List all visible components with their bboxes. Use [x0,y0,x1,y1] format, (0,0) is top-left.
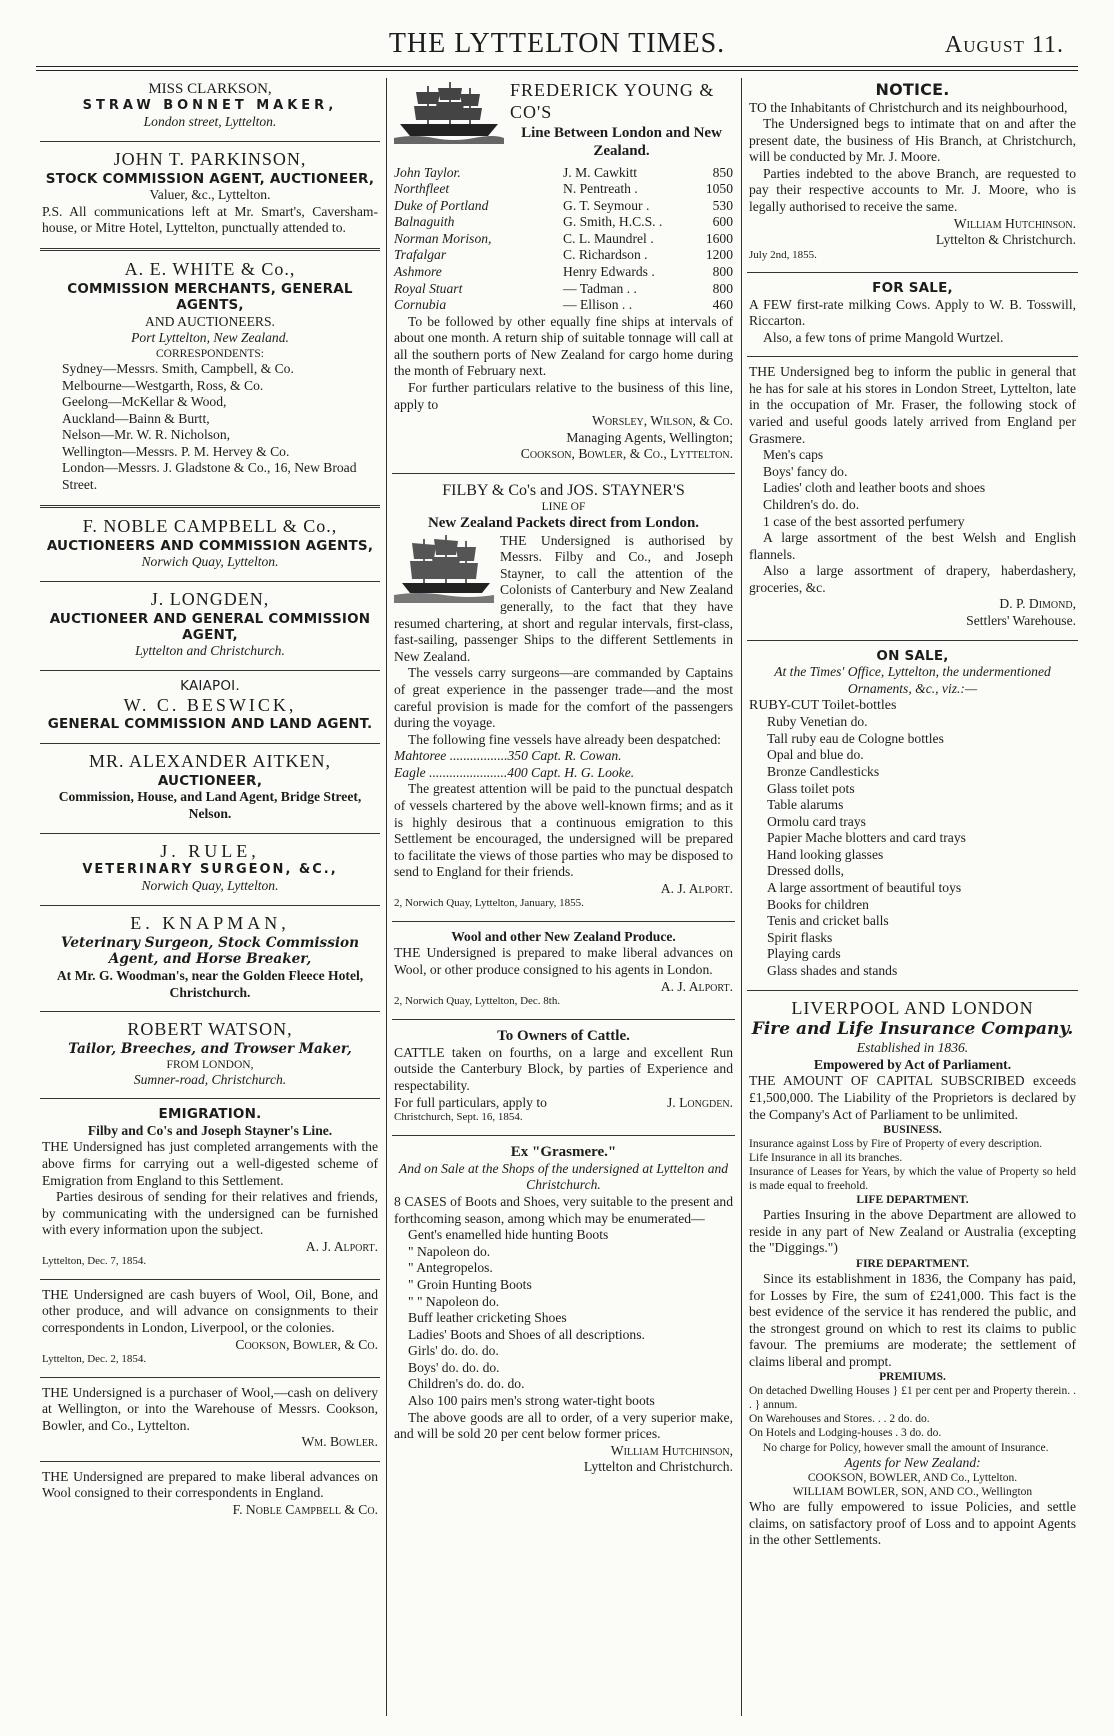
ship-captain: G. T. Seymour . [563,197,650,213]
ad-title: To Owners of Cattle. [497,1027,630,1044]
ad-text: For full particulars, apply to [394,1094,547,1110]
ad-liverpool-london [747,996,1078,1555]
ad-notice [747,78,1078,268]
ad-address: Port Lyttelton, New Zealand. [131,330,289,346]
separator [747,272,1078,273]
separator [40,248,380,251]
ad-trade: GENERAL COMMISSION AND LAND AGENT. [47,716,373,733]
ad-trade: AUCTIONEER, [157,772,263,789]
ad-address: Norwich Quay, Lyttelton. [141,554,279,569]
ad-title: Ex "Grasmere." [510,1143,617,1160]
ad-aitken [40,749,380,829]
ad-description: Commission, House, and Land Agent, Bridge Street, Nelson. [58,789,362,821]
ad-wool-advance [40,1467,380,1525]
ship-name: Royal Stuart [394,280,463,296]
ad-section-heading: PREMIUMS. [879,1371,946,1384]
list-item: Wellington—Messrs. P. M. Hervey & Co. [62,443,290,459]
ad-address: Norwich Quay, Lyttelton. [141,878,279,894]
ad-signature: A. J. Alport. [305,1238,378,1254]
ad-line: Empowered by Act of Parliament. [813,1056,1012,1072]
ad-trade: VETERINARY SURGEON, &C., [82,862,338,878]
ad-text: THE Undersigned are cash buyers of Wool, Oil, Bone, and other produce, and will advance on consignments to their correspondents in London, Liverpool, or the colonies. [42,1286,378,1335]
ad-date: July 2nd, 1855. [749,248,817,261]
list-item: Papier Mache blotters and card trays [767,830,966,846]
ad-title: NOTICE. [875,80,950,99]
ship-row [394,297,733,314]
ad-clarkson [40,78,380,137]
goods-list [394,1227,733,1409]
separator [40,833,380,834]
ad-signature-line: Lyttelton and Christchurch. [583,1459,733,1475]
ad-text: Life Insurance in all its branches. [749,1152,903,1165]
ship-name: Trafalgar [394,247,447,263]
ad-signature: A. J. Alport. [660,880,733,896]
ad-title: FOR SALE, [872,280,953,297]
ad-date: 2, Norwich Quay, Lyttelton, January, 1855. [394,897,584,910]
list-item: Children's do. do. do. [408,1376,525,1392]
ship-tons: 530 [712,197,733,213]
ad-text: THE Undersigned has just completed arrangements with the above firms for carrying out a well-digested scheme of Emigration from England to this Settlement. [42,1139,378,1188]
ad-subheading: CORRESPONDENTS: [156,347,264,360]
ad-text: Who are fully empowered to issue Policies, and settle claims, on satisfactory proof of Loss and to appoint Agents in the other Settlements. [749,1499,1076,1548]
list-item: Also 100 pairs men's strong water-tight boots [408,1392,655,1408]
ad-text: THE Undersigned is prepared to make liberal advances on Wool, or other produce consigned to his agents in London. [394,945,733,978]
list-item: Buff leather cricketing Shoes [408,1310,567,1326]
issue-date: August 11. [944,32,1064,58]
list-item: Opal and blue do. [767,747,864,763]
ad-from: FROM LONDON, [166,1058,254,1071]
ad-address: London street, Lyttelton. [143,114,277,130]
ad-text: No charge for Policy, however small the amount of Insurance. [763,1441,1049,1454]
list-item: Boys' fancy do. [763,463,848,479]
separator [40,581,380,582]
ship-row [394,165,733,182]
list-item: Gent's enamelled hide hunting Boots [408,1227,609,1243]
ad-beswick [40,676,380,739]
list-item: Men's caps [763,447,824,463]
list-item: " Napoleon do. [408,1243,491,1259]
ad-text: The Undersigned begs to intimate that on and after the present date, the business of His Branch, at Christchurch, will be conducted by Mr. J. Moore. [749,116,1076,165]
correspondents-list [42,361,378,494]
list-item: London—Messrs. J. Gladstone & Co., 16, New Broad Street. [62,460,357,492]
ad-dimond [747,362,1078,635]
ad-signature: William Hutchinson. [953,215,1076,231]
ad-signature: Worsley, Wilson, & Co. [591,413,733,429]
ship-tons: 1200 [705,247,733,263]
ad-lead: RUBY-CUT Toilet-bottles [749,698,897,714]
ad-text: On detached Dwelling Houses } £1 per cent per and Property therein. . . } annum. [749,1385,1076,1412]
ad-signature-line: Settlers' Warehouse. [966,613,1076,628]
ad-text: To be followed by other equally fine ships at intervals of about one month. A return ship of suitable tonnage will call at all the southern ports of New Zealand for cargo home during the month of February next. [394,313,733,379]
ad-trade-2: AND AUCTIONEERS. [145,313,275,329]
ad-name: MISS CLARKSON, [148,81,272,97]
ad-trade: AUCTIONEER AND GENERAL COMMISSION AGENT, [49,610,371,643]
ad-text: For further particulars relative to the business of this line, apply to [394,380,733,412]
ad-agent: WILLIAM BOWLER, SON, AND CO., Wellington [792,1486,1033,1499]
ad-title: ON SALE, [876,647,949,664]
ad-parkinson [40,147,380,243]
separator [40,1461,380,1462]
ship-tons: 850 [712,164,733,180]
ad-signature: D. P. Dimond, [999,596,1076,612]
ship-captain: N. Pentreath . [563,181,638,197]
ship-captain: C. L. Maundrel . [563,230,654,246]
ship-list [394,165,733,314]
ship-captain: — Ellison . . [563,297,633,313]
ad-name: Fire and Life Insurance Company. [751,1019,1074,1040]
ship-row [394,181,733,198]
ship-tons: 800 [712,263,733,279]
list-item: Hand looking glasses [767,846,884,862]
list-item: " Antegropelos. [408,1260,493,1276]
ship-name: Duke of Portland [394,197,489,213]
ad-agent: COOKSON, BOWLER, AND Co., Lyttelton. [807,1472,1018,1485]
vessel-line: Eagle .......................400 Capt. H. G. Looke. [394,764,635,780]
list-item: Ormolu card trays [767,813,866,829]
ship-name: Cornubia [394,297,447,313]
ad-produce [392,927,735,1015]
separator [40,905,380,906]
ship-name: Norman Morison, [394,230,492,246]
ad-text: On Warehouses and Stores. . . 2 do. do. [749,1413,930,1426]
ad-trade: Veterinary Surgeon, Stock Commission Agent, and Horse Breaker, [61,934,359,968]
ship-tons: 460 [712,297,733,313]
ad-emigration [40,1104,380,1275]
ad-date: Lyttelton, Dec. 2, 1854. [42,1353,147,1366]
ad-text: Insurance of Leases for Years, by which the value of Property so held is made equal to freehold. [749,1166,1076,1193]
ad-name: JOHN T. PARKINSON, [113,148,307,169]
separator [40,1098,380,1099]
ad-on-sale [747,646,1078,986]
column-3 [747,78,1078,1726]
ad-signature-line: Lyttelton & Christchurch. [935,232,1076,248]
vessel-line: Mahtoree .................350 Capt. R. Cowan. [394,748,622,764]
ad-name: A. E. WHITE & Co., [124,258,296,279]
ad-address: Lyttelton and Christchurch. [135,643,285,659]
ad-text: CATTLE taken on fourths, on a large and excellent Run outside the Canterbury Block, by parties of Experience and respectability. [394,1044,733,1094]
list-item: " Groin Hunting Boots [408,1276,532,1292]
ship-captain: J. M. Cawkitt [563,164,638,180]
ad-name: F. NOBLE CAMPBELL & Co., [82,515,338,536]
ad-text: The above goods are all to order, of a very superior make, and will be sold 20 per cent below former prices. [394,1409,733,1442]
ad-text: Insurance against Loss by Fire of Property of every description. [749,1138,1043,1151]
ship-row [394,281,733,298]
list-item: Spirit flasks [767,929,833,945]
list-item: Ruby Venetian do. [767,714,868,730]
ad-name: E. KNAPMAN, [130,912,290,933]
goods-list [749,447,1076,530]
ad-grasmere [392,1141,735,1482]
ad-trade: COMMISSION MERCHANTS, GENERAL AGENTS, [67,280,353,314]
ad-section-heading: LIFE DEPARTMENT. [856,1194,969,1207]
list-item: Nelson—Mr. W. R. Nicholson, [62,427,231,443]
ad-subtitle: At the Times' Office, Lyttelton, the undermentioned Ornaments, &c., viz.:— [774,664,1051,696]
separator [392,1135,735,1136]
ad-subtitle: New Zealand Packets direct from London. [427,515,700,532]
ad-subtitle: Filby and Co's and Joseph Stayner's Line. [87,1122,333,1138]
ship-captain: C. Richardson . [563,247,648,263]
list-item: Books for children [767,896,869,912]
ship-tons: 600 [712,214,733,230]
separator [747,640,1078,641]
newspaper-title: THE LYTTELTON TIMES. [388,28,726,59]
ad-noble [40,514,380,577]
ad-name: W. C. BESWICK, [123,694,297,715]
list-item: Table alarums [767,797,844,813]
ad-date: Lyttelton, Dec. 7, 1854. [42,1255,147,1268]
ad-signature: F. Noble Campbell & Co. [232,1501,378,1517]
ad-knapman [40,911,380,1007]
ad-wool-purchaser [40,1383,380,1457]
ship-captain: — Tadman . . [563,280,637,296]
masthead-rule [36,66,1078,67]
ad-text: A FEW first-rate milking Cows. Apply to W. B. Tosswill, Riccarton. [749,296,1076,329]
ad-name: ROBERT WATSON, [127,1019,293,1040]
ship-name: Northfleet [394,181,450,197]
ad-text: Also, a few tons of prime Mangold Wurtzel. [763,329,1004,345]
ad-established: Established in 1836. [856,1040,969,1056]
ship-name: Ashmore [394,263,442,279]
column-2 [392,78,735,1726]
ad-text: Also a large assortment of drapery, haberdashery, groceries, &c. [749,563,1076,595]
ad-text: THE Undersigned are prepared to make liberal advances on Wool consigned to their correspondents in England. [42,1468,378,1501]
ad-signature: William Hutchinson, [610,1442,733,1458]
list-item: Glass shades and stands [767,962,898,978]
column-divider [386,78,387,1716]
list-item: 1 case of the best assorted perfumery [763,513,965,529]
separator [40,141,380,142]
ad-text: Parties indebted to the above Branch, are requested to pay their respective accounts to Mr. J. Moore, who is legally authorised to receive the same. [749,165,1076,214]
list-item: Bronze Candlesticks [767,764,880,780]
ad-subheading: LINE OF [541,501,586,514]
list-item: Tenis and cricket balls [767,913,889,929]
ad-text: The following fine vessels have already been despatched: [408,731,721,747]
ad-signature-line: Managing Agents, Wellington; [566,429,733,445]
ad-longden [40,587,380,666]
list-item: Glass toilet pots [767,780,855,796]
ornaments-list [749,714,1076,979]
ship-row [394,214,733,231]
list-item: Playing cards [767,946,841,962]
ad-cash-buyers [40,1285,380,1373]
ship-captain: G. Smith, H.C.S. . [563,214,663,230]
ad-filby [392,479,735,917]
separator [40,505,380,508]
ad-title: FILBY & Co's and JOS. STAYNER'S [442,481,685,499]
list-item: Sydney—Messrs. Smith, Campbell, & Co. [62,360,294,376]
ad-text: Since its establishment in 1836, the Company has paid, for Losses by Fire, the sum of £241,000. This fact is the best evidence of the service it has rendered the public, and the strongest ground on which to rest its claims to public favour. The premiums are moderate; the settlement of claims liberal and prompt. [749,1270,1076,1369]
column-1 [40,78,380,1726]
ad-signature: J. Longden. [666,1094,733,1110]
ad-address: At Mr. G. Woodman's, near the Golden Fleece Hotel, Christchurch. [56,968,364,1000]
ad-text: Parties desirous of sending for their relatives and friends, by communicating with the undersigned can be furnished with every information upon the subject. [42,1189,378,1238]
separator [40,743,380,744]
list-item: A large assortment of beautiful toys [767,880,962,896]
ship-row [394,231,733,248]
separator [747,990,1078,991]
ad-text: THE AMOUNT OF CAPITAL SUBSCRIBED exceeds £1,500,000. The Liability of the Proprietors is declared by the Company's Act of Parliament to be unlimited. [749,1073,1076,1122]
ad-for-sale [747,278,1078,352]
ad-rule [40,839,380,901]
ad-text: Parties Insuring in the above Department are allowed to reside in any part of New Zealand or Australia (excepting the "Diggings.") [749,1207,1076,1256]
ship-name: John Taylor. [394,164,461,180]
ad-section-heading: BUSINESS. [883,1124,942,1137]
ship-tons: 1050 [705,181,733,197]
list-item: Dressed dolls, [767,863,845,879]
separator [40,1279,380,1280]
ad-date: 2, Norwich Quay, Lyttelton, Dec. 8th. [394,995,561,1008]
ad-name: J. LONGDEN, [150,588,270,609]
ad-text: A large assortment of the best Welsh and English flannels. [749,530,1076,562]
ad-name: MR. ALEXANDER AITKEN, [89,750,331,771]
separator [40,1377,380,1378]
ad-watson [40,1017,380,1094]
ship-tons: 800 [712,280,733,296]
ship-name: Balnaguith [394,214,455,230]
ship-captain: Henry Edwards . [563,263,655,279]
ad-trade: AUCTIONEERS AND COMMISSION AGENTS, [46,537,374,554]
ad-line: Valuer, &c., Lyttelton. [149,187,271,203]
ad-text: P.S. All communications left at Mr. Smart's, Caversham-house, or Mitre Hotel, Lyttelton, punctually attended to. [42,203,378,236]
ship-row [394,198,733,215]
list-item: Geelong—McKellar & Wood, [62,394,227,410]
separator [747,356,1078,357]
ad-title: EMIGRATION. [158,1106,262,1123]
ship-row [394,247,733,264]
ad-white [40,257,380,500]
ad-trade: STRAW BONNET MAKER, [82,98,338,114]
ad-address: Sumner-road, Christchurch. [133,1071,287,1087]
list-item: Children's do. do. [763,496,860,512]
ad-cattle [392,1025,735,1131]
list-item: Boys' do. do. do. [408,1359,500,1375]
list-item: Tall ruby eau de Cologne bottles [767,730,944,746]
ad-name: FREDERICK YOUNG & CO'S [510,80,715,122]
separator [40,670,380,671]
ad-trade: Tailor, Breeches, and Trowser Maker, [68,1041,352,1058]
ad-text: THE Undersigned beg to inform the public in general that he has for sale at his stores in London Street, Lyttelton, late in the occupation of Mr. Fraser, the following stock of varied and useful goods lately arrived from England per Grasmere. [749,364,1076,446]
ship-icon [394,533,494,603]
ad-text: THE Undersigned is a purchaser of Wool,—cash on delivery at Wellington, or into the Warehouse of Messrs. Cookson, Bowler, and Co., Lyttelton. [42,1384,378,1433]
ad-signature: Cookson, Bowler, & Co. [235,1336,378,1352]
ad-subtitle: And on Sale at the Shops of the undersigned at Lyttelton and Christchurch. [398,1160,729,1193]
ship-tons: 1600 [705,230,733,246]
list-item: Auckland—Bainn & Burtt, [62,410,210,426]
ad-line: Line Between London and New Zealand. [521,124,722,160]
ad-subheading: Agents for New Zealand: [844,1454,981,1470]
separator [392,921,735,922]
ad-text: THE Undersigned is authorised by Messrs. Filby and Co., and Joseph Stayner, to call the attention of the Colonists of Canterbury and New Zealand generally, to the fact that they have resumed chartering, at short and regular intervals, first-class, fast-sailing, passenger Ships to the different Settlements in New Zealand. [394,532,733,664]
ad-text: TO the Inhabitants of Christchurch and its neighbourhood, [749,99,1068,115]
ad-text: On Hotels and Lodging-houses . 3 do. do. [749,1427,942,1440]
ad-title: Wool and other New Zealand Produce. [451,928,676,944]
separator [40,1011,380,1012]
ad-signature: Wm. Bowler. [301,1434,378,1450]
list-item: Melbourne—Westgarth, Ross, & Co. [62,377,264,393]
ad-name: J. RULE, [160,840,260,861]
separator [392,473,735,474]
ad-title: LIVERPOOL AND LONDON [791,997,1034,1018]
ad-signature: A. J. Alport. [660,978,733,994]
ad-apply-row [394,1095,733,1112]
ad-text: The greatest attention will be paid to the punctual despatch of vessels chartered by the above well-known firms; and as it is highly desirous that a continuous emigration to this Settlement be encouraged, the undersigned will be prepared to facilitate the views of those parties who may be disposed to send to England for their friends. [394,781,733,880]
masthead [36,22,1078,64]
ad-place: KAIAPOI. [180,678,240,695]
list-item: Girls' do. do. do. [408,1343,499,1359]
ad-frederick-young [392,78,735,469]
ad-date: Christchurch, Sept. 16, 1854. [394,1111,523,1124]
separator [392,1019,735,1020]
list-item: " " Napoleon do. [408,1293,500,1309]
ship-row [394,264,733,281]
masthead-rule-2 [36,70,1078,71]
list-item: Ladies' cloth and leather boots and shoes [763,480,986,496]
ad-text: The vessels carry surgeons—are commanded by Captains of great experience in the passenger trade—and the most careful provision is made for the comfort of the passengers during the voyage. [394,665,733,731]
list-item: Ladies' Boots and Shoes of all descriptions. [408,1326,645,1342]
ad-text: 8 CASES of Boots and Shoes, very suitable to the present and forthcoming season, among which may be enumerated— [394,1194,733,1226]
ship-icon [394,80,504,144]
column-divider [741,78,742,1716]
ad-signature: Cookson, Bowler, & Co., Lyttelton. [520,446,733,462]
ad-trade: STOCK COMMISSION AGENT, AUCTIONEER, [45,170,375,187]
ad-section-heading: FIRE DEPARTMENT. [856,1257,969,1270]
